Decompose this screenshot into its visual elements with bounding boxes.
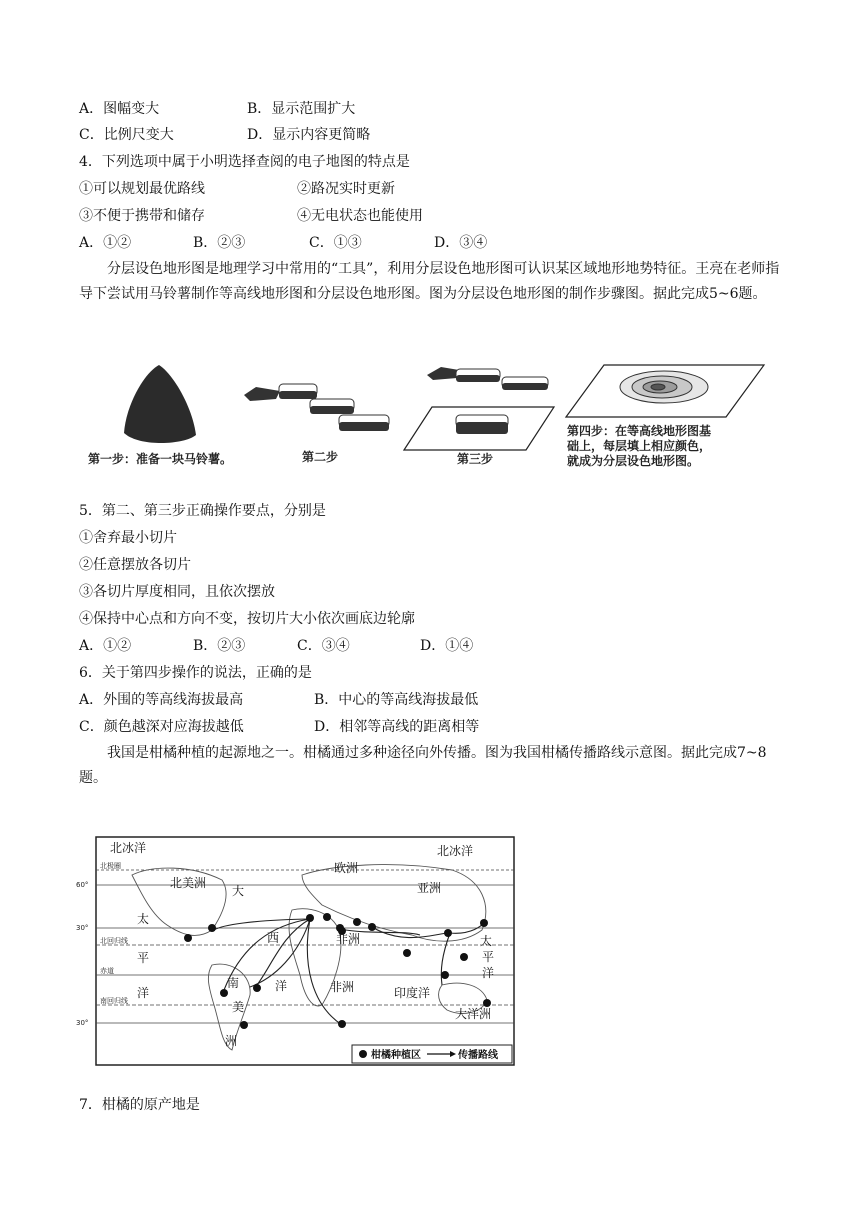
map-frame bbox=[96, 837, 514, 1065]
label-pacific-east-1: 太 bbox=[480, 934, 493, 948]
intro-q5-6: 分层设色地形图是地理学习中常用的“工具”，利用分层设色地形图可认识某区域地形地势特征。王亮在老师指导下尝试用马铃薯制作等高线地形图和分层设色地形图。图为分层设色地形图的制作步骤图。据此完成5~6题。 bbox=[79, 261, 780, 302]
step2-label: 第二步 bbox=[302, 450, 339, 464]
step4-label-line2: 础上，每层填上相应颜色， bbox=[567, 439, 712, 453]
step4-label-line3: 就成为分层设色地形图。 bbox=[567, 454, 700, 468]
contour-map-icon bbox=[566, 365, 764, 417]
q5-option-b: B．②③ bbox=[193, 638, 246, 654]
stacked-slices-icon bbox=[404, 367, 554, 450]
label-asia: 亚洲 bbox=[417, 881, 442, 895]
q5-option-a: A．①② bbox=[79, 638, 132, 654]
q5-statement-1: ①舍弃最小切片 bbox=[79, 530, 177, 546]
label-atlantic-3: 洋 bbox=[275, 979, 288, 993]
q6-option-b: B．中心的等高线海拔最低 bbox=[314, 692, 479, 708]
q3-option-c: C．比例尺变大 bbox=[79, 127, 174, 143]
q4-option-a: A．①② bbox=[79, 235, 132, 251]
label-north-america: 北美洲 bbox=[170, 876, 207, 890]
q4-option-c: C．①③ bbox=[309, 235, 362, 251]
label-africa: 非洲 bbox=[336, 932, 361, 946]
label-arctic-circle: 北极圈 bbox=[100, 862, 121, 870]
q6-option-d: D．相邻等高线的距离相等 bbox=[314, 719, 480, 735]
label-pacific-west-3: 洋 bbox=[137, 986, 150, 1000]
label-pacific-east-2: 平 bbox=[482, 950, 495, 964]
label-south-america-1: 南 bbox=[227, 976, 240, 990]
label-south-america-2: 美 bbox=[232, 1000, 245, 1014]
potato-steps-figure bbox=[84, 355, 774, 475]
slices-icon bbox=[244, 384, 389, 431]
label-lat-30s: 30° bbox=[76, 1019, 89, 1027]
q4-statement-2: ②路况实时更新 bbox=[297, 181, 395, 197]
q4-statement-3: ③不便于携带和储存 bbox=[79, 208, 205, 224]
q5-statement-2: ②任意摆放各切片 bbox=[79, 557, 191, 573]
q4-stem: 4．下列选项中属于小明选择查阅的电子地图的特点是 bbox=[79, 154, 410, 170]
label-africa-2: 非洲 bbox=[330, 980, 355, 994]
label-south-america-3: 洲 bbox=[225, 1034, 238, 1048]
q6-option-c: C．颜色越深对应海拔越低 bbox=[79, 719, 244, 735]
q3-option-a: A．图幅变大 bbox=[79, 101, 160, 117]
label-lat-30n: 30° bbox=[76, 924, 89, 932]
q5-stem: 5．第二、第三步正确操作要点，分别是 bbox=[79, 503, 326, 519]
intro-q7-8: 我国是柑橘种植的起源地之一。柑橘通过多种途径向外传播。图为我国柑橘传播路线示意图。据此完成7~8题。 bbox=[79, 745, 767, 786]
label-pacific-west-1: 太 bbox=[137, 912, 150, 926]
step4-label-line1: 第四步：在等高线地形图基 bbox=[567, 424, 712, 438]
q5-option-c: C．③④ bbox=[297, 638, 350, 654]
label-tropic-cancer: 北回归线 bbox=[100, 937, 128, 945]
label-atlantic-1: 大 bbox=[232, 884, 245, 898]
q6-option-a: A．外围的等高线海拔最高 bbox=[79, 692, 244, 708]
label-indian-ocean: 印度洋 bbox=[394, 986, 431, 1000]
legend-area-label: 柑橘种植区 bbox=[371, 1050, 421, 1061]
label-oceania: 大洋洲 bbox=[455, 1007, 492, 1021]
label-pacific-east-3: 洋 bbox=[482, 966, 495, 980]
label-arctic-west: 北冰洋 bbox=[110, 841, 147, 855]
potato-icon bbox=[124, 365, 196, 443]
q5-statement-3: ③各切片厚度相同，且依次摆放 bbox=[79, 584, 275, 600]
label-arctic-east: 北冰洋 bbox=[437, 844, 474, 858]
q5-option-d: D．①④ bbox=[420, 638, 474, 654]
label-europe: 欧洲 bbox=[334, 861, 359, 875]
step3-label: 第三步 bbox=[457, 452, 494, 466]
q6-stem: 6．关于第四步操作的说法，正确的是 bbox=[79, 665, 312, 681]
q4-option-d: D．③④ bbox=[434, 235, 488, 251]
label-pacific-west-2: 平 bbox=[137, 951, 150, 965]
citrus-marker-icon bbox=[359, 1050, 367, 1058]
label-atlantic-2: 西 bbox=[267, 931, 280, 945]
q5-statement-4: ④保持中心点和方向不变，按切片大小依次画底边轮廓 bbox=[79, 611, 415, 627]
map-legend bbox=[352, 1045, 512, 1063]
label-equator: 赤道 bbox=[100, 967, 114, 975]
q4-option-b: B．②③ bbox=[193, 235, 246, 251]
q7-stem: 7．柑橘的原产地是 bbox=[79, 1097, 200, 1113]
q3-option-b: B．显示范围扩大 bbox=[247, 101, 356, 117]
label-tropic-capricorn: 南回归线 bbox=[100, 997, 128, 1005]
label-lat-60: 60° bbox=[76, 881, 89, 889]
q4-statement-4: ④无电状态也能使用 bbox=[297, 208, 423, 224]
legend-route-label: 传播路线 bbox=[458, 1050, 498, 1061]
citrus-spread-map bbox=[72, 835, 522, 1070]
q4-statement-1: ①可以规划最优路线 bbox=[79, 181, 205, 197]
q3-option-d: D．显示内容更简略 bbox=[247, 127, 371, 143]
step1-label: 第一步：准备一块马铃薯。 bbox=[88, 452, 233, 466]
